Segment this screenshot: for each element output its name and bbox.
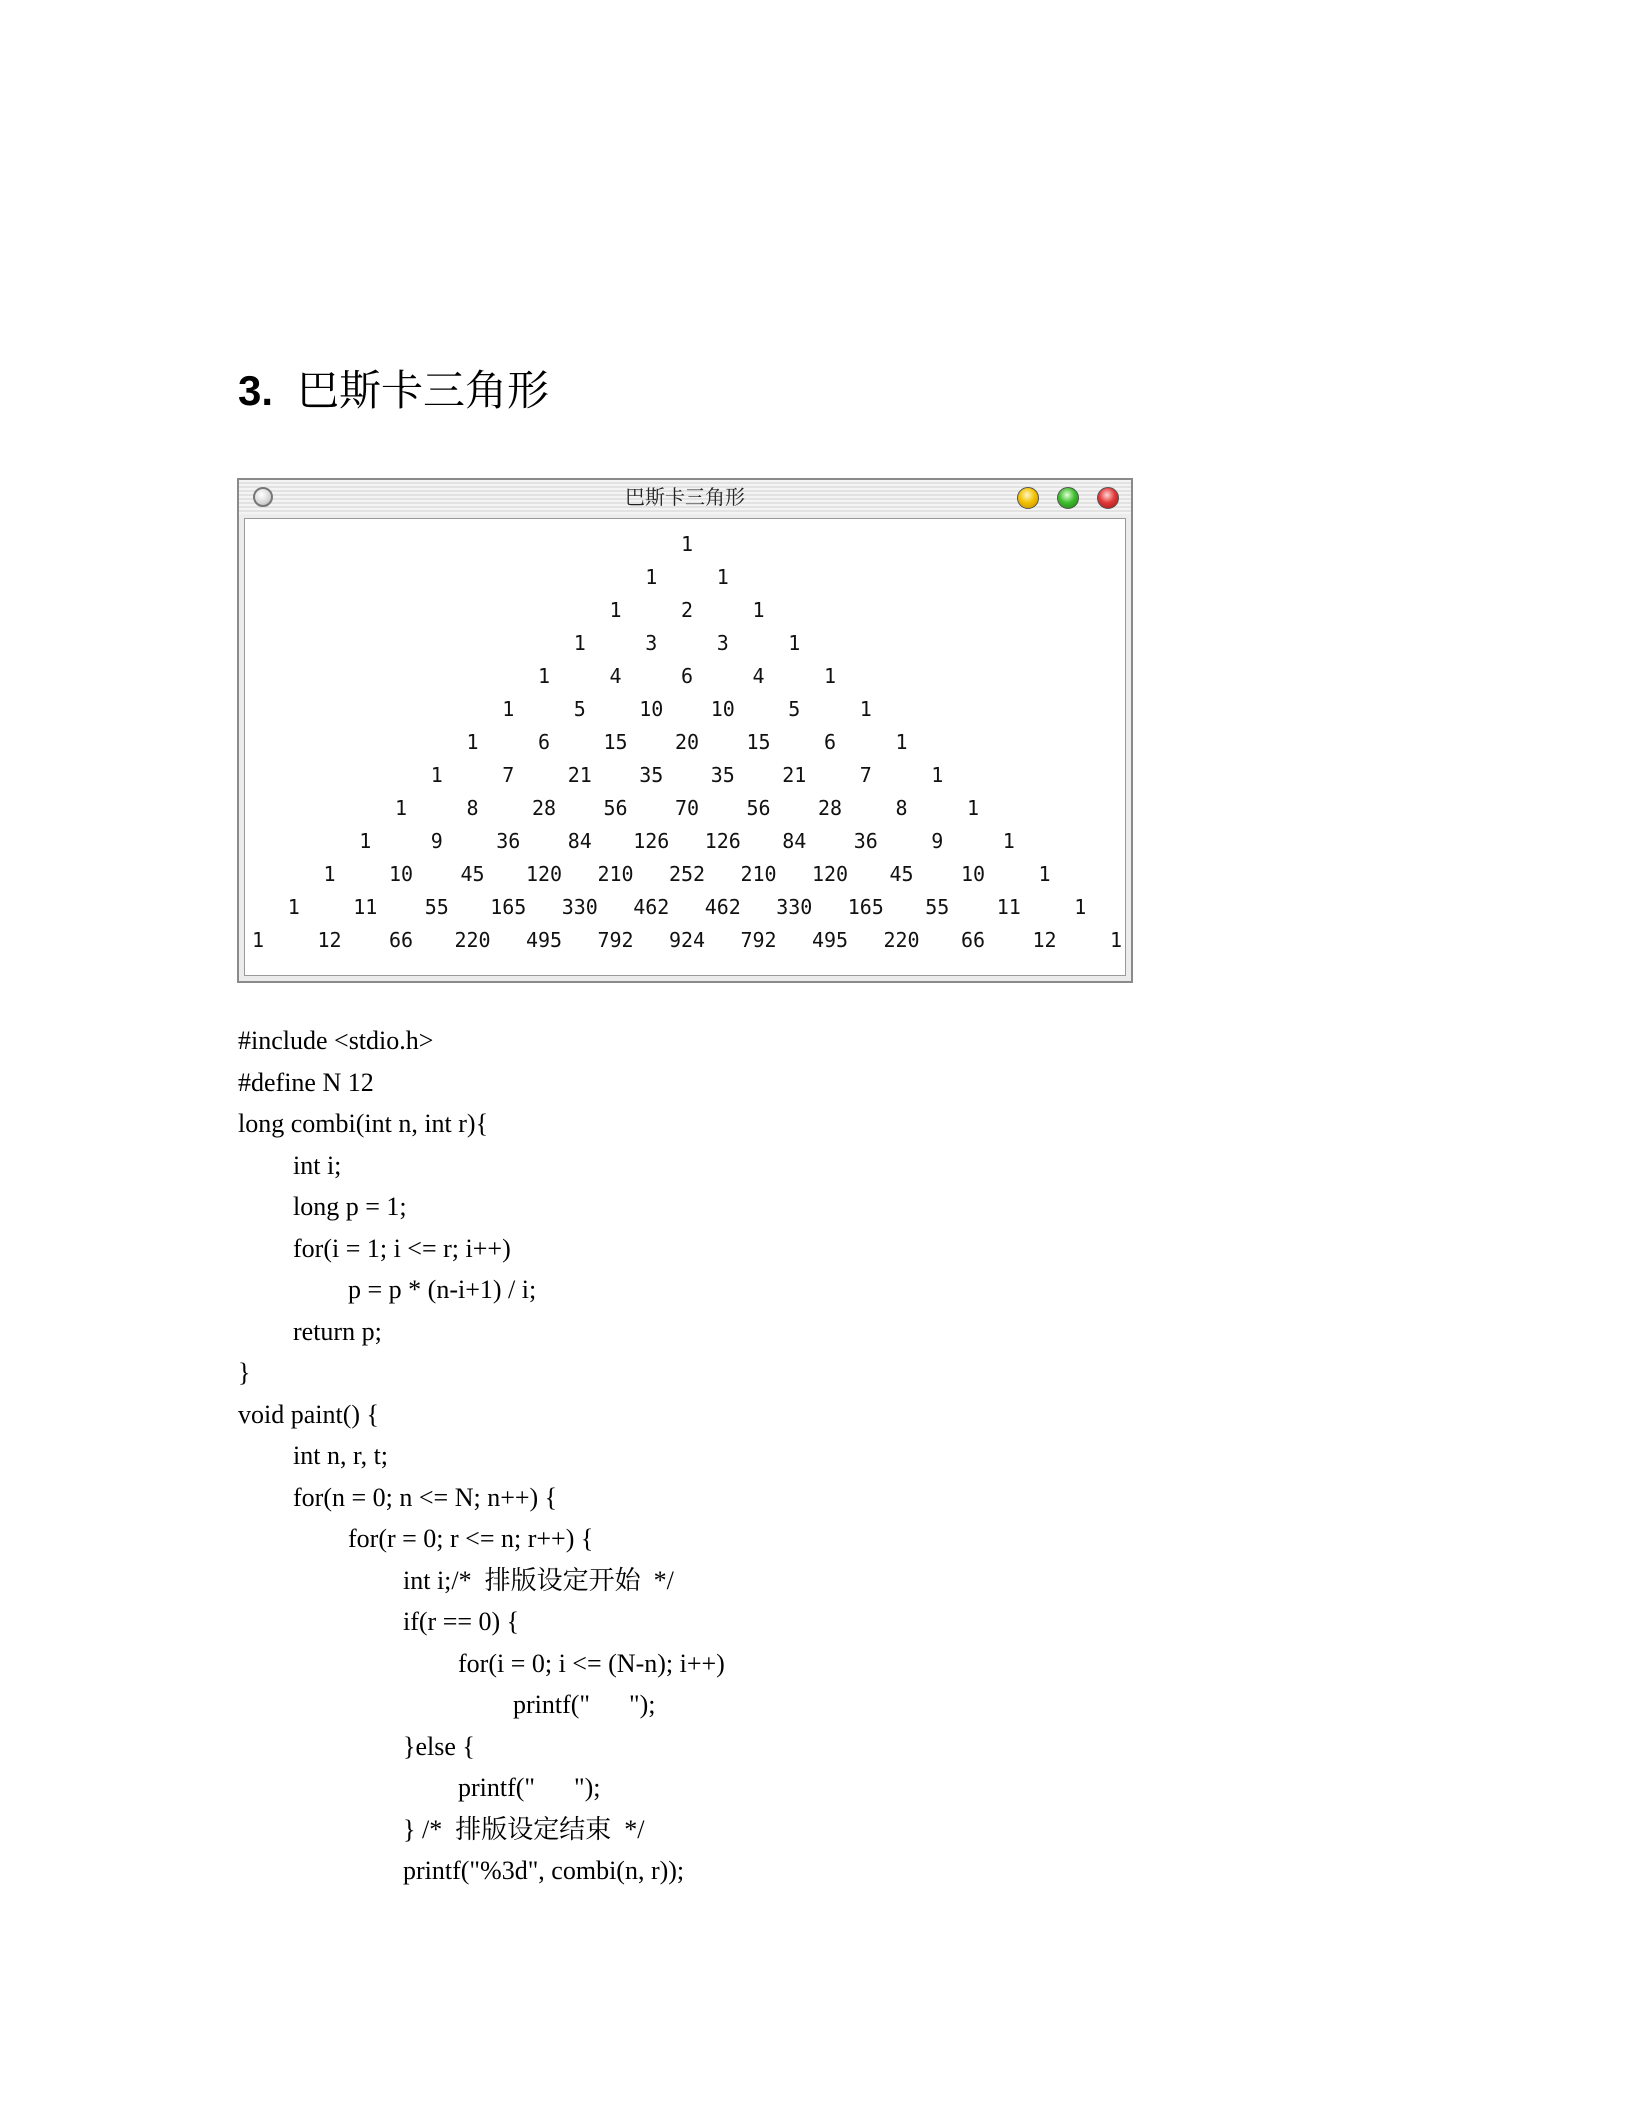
triangle-value: 70: [674, 796, 700, 820]
triangle-value: 66: [960, 928, 986, 952]
triangle-value: 84: [782, 829, 807, 853]
triangle-value: 35: [710, 763, 735, 787]
code-line: printf("%3d", combi(n, r));: [403, 1856, 685, 1885]
triangle-value: 8: [466, 796, 479, 820]
triangle-value: 11: [353, 895, 378, 919]
triangle-value: 15: [746, 730, 771, 754]
code-line: for(n = 0; n <= N; n++) {: [293, 1482, 558, 1512]
triangle-value: 5: [573, 697, 586, 721]
triangle-value: 1: [859, 697, 872, 721]
triangle-value: 1: [394, 796, 408, 820]
triangle-value: 1: [323, 862, 336, 886]
triangle-row: [245, 793, 1125, 823]
triangle-value: 55: [424, 895, 449, 919]
triangle-value: 126: [704, 829, 741, 853]
triangle-value: 1: [287, 895, 300, 919]
triangle-value: 1: [466, 730, 479, 754]
code-line: long combi(int n, int r){: [238, 1109, 489, 1138]
triangle-row: [245, 826, 1125, 856]
code-line: #define N 12: [238, 1067, 374, 1097]
triangle-value: 120: [811, 862, 849, 886]
triangle-value: 20: [674, 730, 700, 754]
triangle-value: 1: [251, 928, 265, 952]
code-line: printf(" ");: [513, 1690, 656, 1719]
triangle-value: 6: [823, 730, 837, 754]
triangle-value: 28: [817, 796, 843, 820]
code-line: void paint() {: [238, 1399, 380, 1429]
window-title: 巴斯卡三角形: [625, 485, 745, 509]
triangle-row: [245, 925, 1125, 955]
triangle-value: 36: [496, 829, 521, 853]
triangle-value: 12: [1032, 928, 1057, 952]
triangle-value: 462: [704, 895, 741, 919]
code-line: return p;: [293, 1316, 382, 1346]
triangle-value: 220: [883, 928, 920, 952]
triangle-output-area: [244, 518, 1126, 976]
section-number: 3.: [238, 367, 274, 414]
triangle-value: 220: [454, 928, 491, 952]
triangle-value: 66: [388, 928, 414, 952]
code-line: #include <stdio.h>: [238, 1026, 434, 1055]
triangle-value: 10: [639, 697, 664, 721]
triangle-value: 2: [680, 598, 694, 622]
triangle-value: 10: [960, 862, 986, 886]
triangle-value: 5: [788, 697, 801, 721]
code-line: if(r == 0) {: [403, 1607, 520, 1636]
section-heading: [238, 363, 549, 419]
triangle-value: 792: [740, 928, 777, 952]
code-line: }: [238, 1358, 251, 1387]
code-line: int n, r, t;: [293, 1441, 389, 1470]
triangle-value: 7: [859, 763, 872, 787]
triangle-value: 1: [359, 829, 372, 853]
triangle-row: [245, 760, 1125, 790]
triangle-value: 1: [1074, 895, 1087, 919]
triangle-row: [245, 727, 1125, 757]
triangle-value: 1: [537, 664, 551, 688]
triangle-row: [245, 892, 1125, 922]
app-window-screenshot: [237, 478, 1133, 983]
triangle-value: 210: [597, 862, 634, 886]
triangle-value: 1: [502, 697, 515, 721]
triangle-value: 11: [996, 895, 1021, 919]
code-line: for(i = 1; i <= r; i++): [293, 1233, 511, 1263]
triangle-value: 4: [609, 664, 622, 688]
triangle-value: 1: [966, 796, 980, 820]
zoom-button[interactable]: [1057, 487, 1079, 509]
close-button[interactable]: [1097, 487, 1119, 509]
triangle-value: 3: [716, 631, 729, 655]
section-title: 巴斯卡三角形: [297, 367, 550, 414]
minimize-button[interactable]: [1017, 487, 1039, 509]
triangle-value: 165: [490, 895, 527, 919]
triangle-value: 55: [925, 895, 950, 919]
triangle-value: 8: [895, 796, 908, 820]
triangle-value: 56: [603, 796, 628, 820]
triangle-value: 210: [740, 862, 777, 886]
triangle-value: 35: [639, 763, 664, 787]
code-line: long p = 1;: [293, 1192, 407, 1221]
triangle-value: 1: [609, 598, 622, 622]
triangle-value: 84: [567, 829, 592, 853]
triangle-value: 1: [931, 763, 944, 787]
triangle-value: 4: [752, 664, 765, 688]
code-line: }else {: [403, 1731, 475, 1761]
triangle-row: [245, 595, 1125, 625]
triangle-value: 1: [1002, 829, 1015, 853]
code-listing: [238, 1020, 725, 1892]
triangle-value: 462: [633, 895, 670, 919]
triangle-value: 1: [1038, 862, 1051, 886]
code-line: p = p * (n-i+1) / i;: [348, 1275, 537, 1304]
code-line: for(r = 0; r <= n; r++) {: [348, 1524, 594, 1553]
triangle-value: 924: [668, 928, 706, 952]
triangle-value: 495: [811, 928, 849, 952]
window-titlebar: [239, 480, 1131, 514]
code-line: int i;: [293, 1150, 342, 1180]
triangle-value: 495: [525, 928, 563, 952]
triangle-value: 120: [525, 862, 563, 886]
triangle-value: 15: [603, 730, 628, 754]
triangle-value: 330: [776, 895, 813, 919]
triangle-value: 12: [317, 928, 342, 952]
triangle-value: 252: [668, 862, 706, 886]
triangle-value: 1: [680, 532, 694, 556]
triangle-value: 1: [823, 664, 837, 688]
triangle-value: 126: [633, 829, 670, 853]
triangle-value: 3: [645, 631, 658, 655]
triangle-row: [245, 694, 1125, 724]
triangle-value: 1: [1109, 928, 1123, 952]
triangle-value: 45: [889, 862, 914, 886]
code-line: } /* 排版设定结束 */: [403, 1814, 645, 1844]
triangle-value: 9: [931, 829, 944, 853]
triangle-value: 28: [531, 796, 557, 820]
triangle-value: 7: [502, 763, 515, 787]
triangle-value: 56: [746, 796, 771, 820]
triangle-row: [245, 628, 1125, 658]
triangle-value: 36: [853, 829, 878, 853]
triangle-value: 10: [388, 862, 414, 886]
triangle-row: [245, 562, 1125, 592]
triangle-value: 9: [430, 829, 443, 853]
triangle-value: 1: [430, 763, 443, 787]
triangle-value: 1: [895, 730, 908, 754]
triangle-value: 1: [716, 565, 729, 589]
triangle-value: 1: [573, 631, 586, 655]
triangle-value: 1: [788, 631, 801, 655]
code-line: int i;/* 排版设定开始 */: [403, 1565, 674, 1595]
triangle-row: [245, 661, 1125, 691]
triangle-row: [245, 859, 1125, 889]
triangle-value: 45: [460, 862, 485, 886]
triangle-value: 1: [752, 598, 765, 622]
triangle-value: 792: [597, 928, 634, 952]
triangle-value: 21: [567, 763, 592, 787]
triangle-value: 1: [645, 565, 658, 589]
triangle-value: 21: [782, 763, 807, 787]
code-line: printf(" ");: [458, 1773, 601, 1802]
triangle-value: 6: [680, 664, 694, 688]
triangle-value: 330: [561, 895, 598, 919]
triangle-value: 165: [847, 895, 884, 919]
triangle-value: 6: [537, 730, 551, 754]
triangle-value: 10: [710, 697, 735, 721]
code-line: for(i = 0; i <= (N-n); i++): [458, 1648, 725, 1678]
triangle-row: [245, 529, 1125, 559]
